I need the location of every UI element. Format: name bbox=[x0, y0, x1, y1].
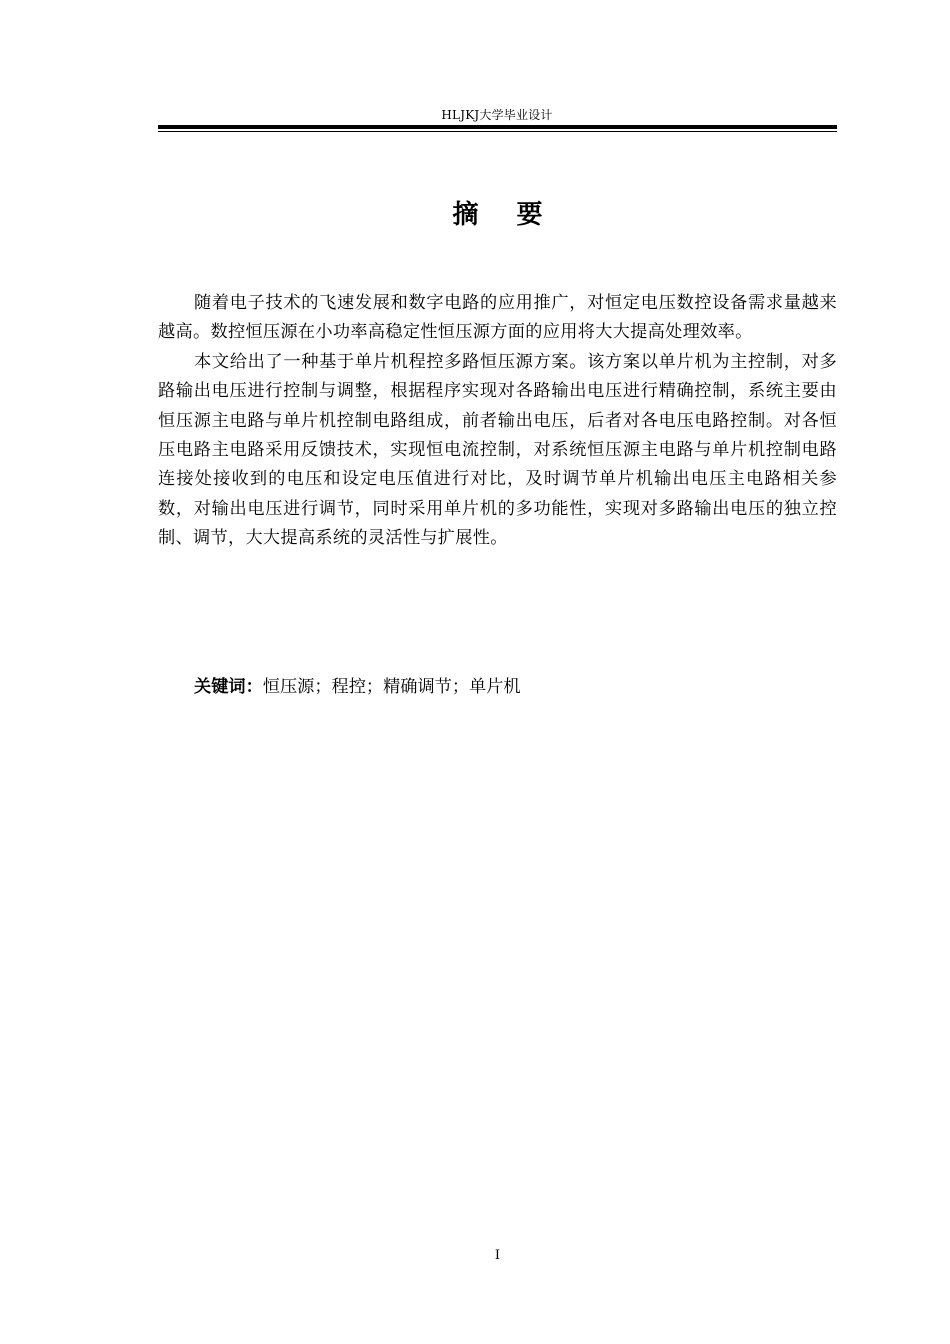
abstract-body bbox=[158, 289, 837, 554]
running-header: HLJKJ大学毕业设计 bbox=[441, 108, 553, 122]
keywords-text: 恒压源；程控；精确调节；单片机 bbox=[262, 677, 521, 697]
abstract-title: 摘要 bbox=[452, 200, 581, 230]
keywords-label: 关键词： bbox=[194, 677, 263, 697]
keywords-line bbox=[194, 673, 521, 701]
abstract-paragraph-2: 本文给出了一种基于单片机程控多路恒压源方案。该方案以单片机为主控制，对多路输出电压进行控制与调整，根据程序实现对各路输出电压进行精确控制，系统主要由恒压源主电路与单片机控制电路组成，前者输出电压，后者对各电压电路控制。对各恒压电路主电路采用反馈技术，实现恒电流控制，对系统恒压源主电路与单片机控制电路连接处接收到的电压和设定电压值进行对比，及时调节单片机输出电压主电路相关参数，对输出电压进行调节，同时采用单片机的多功能性，实现对多路输出电压的独立控制、调节，大大提高系统的灵活性与扩展性。 bbox=[158, 351, 837, 549]
page-number: I bbox=[494, 1248, 501, 1263]
header-rule-thick bbox=[158, 125, 837, 129]
header-rule-thin bbox=[158, 131, 837, 132]
abstract-paragraph-1: 随着电子技术的飞速发展和数字电路的应用推广，对恒定电压数控设备需求量越来越高。数控恒压源在小功率高稳定性恒压源方面的应用将大大提高处理效率。 bbox=[158, 293, 837, 343]
